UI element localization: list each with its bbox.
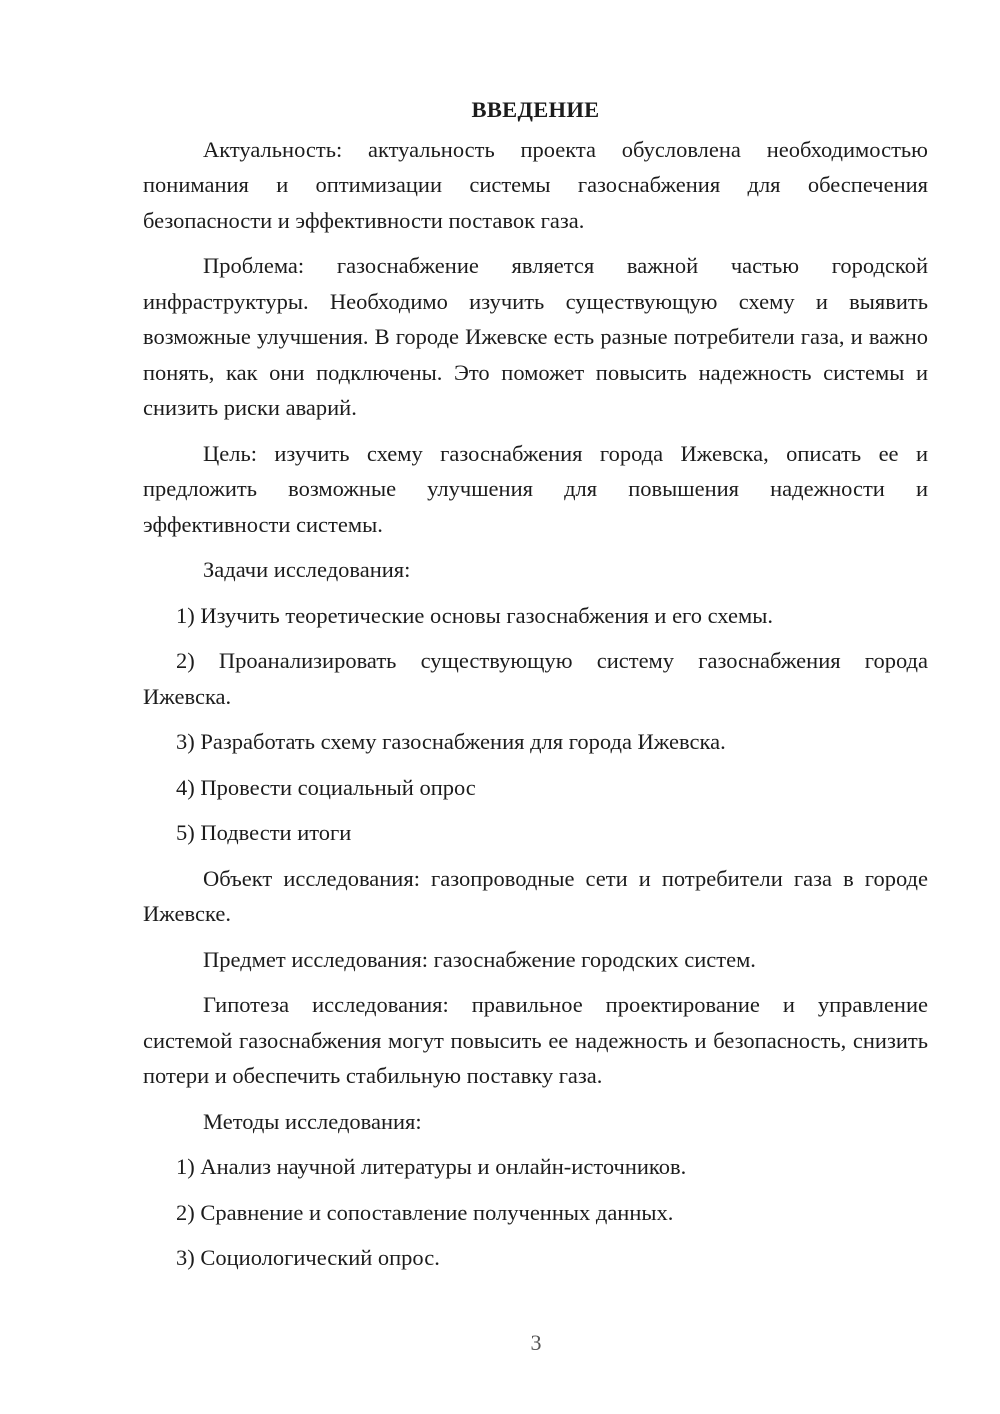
paragraph-methods-heading: Методы исследования: <box>203 1108 422 1134</box>
page-number: 3 <box>530 1330 542 1355</box>
paragraph-problem: Проблема: газоснабжение является важной частью городской инфраструктуры. Необходимо изучить существующую схему и выявить возможные улучшения. В городе Ижевске есть разные потребители газа, и важно понять, как они подключены. Это поможет повысить надежность системы и снизить риски аварий. <box>143 253 928 420</box>
paragraph-hypothesis: Гипотеза исследования: правильное проектирование и управление системой газоснабжения могут повысить ее надежность и безопасность, снизить потери и обеспечить стабильную поставку газа. <box>143 992 928 1088</box>
method-item: 3) Социологический опрос. <box>176 1245 440 1270</box>
paragraph-goal: Цель: изучить схему газоснабжения города Ижевска, описать ее и предложить возможные улучшения для повышения надежности и эффективности системы. <box>143 440 928 537</box>
paragraph-tasks-heading: Задачи исследования: <box>203 557 411 582</box>
method-item: 2) Сравнение и сопоставление полученных данных. <box>176 1199 674 1225</box>
paragraph-subject: Предмет исследования: газоснабжение городских систем. <box>203 946 756 972</box>
task-item: 4) Провести социальный опрос <box>176 774 476 800</box>
paragraph-relevance: Актуальность: актуальность проекта обусловлена необходимостью понимания и оптимизации системы газоснабжения для обеспечения безопасности и эффективности поставок газа. <box>143 136 928 233</box>
section-title: ВВЕДЕНИЕ <box>471 97 600 122</box>
task-item: 2) Проанализировать существующую систему газоснабжения города Ижевска. <box>143 648 928 709</box>
task-item: 3) Разработать схему газоснабжения для города Ижевска. <box>176 729 726 754</box>
paragraph-object: Объект исследования: газопроводные сети и потребители газа в городе Ижевске. <box>143 865 928 926</box>
method-item: 1) Анализ научной литературы и онлайн-источников. <box>176 1154 687 1179</box>
task-item: 1) Изучить теоретические основы газоснабжения и его схемы. <box>176 602 773 628</box>
task-item: 5) Подвести итоги <box>176 820 352 845</box>
page-content <box>143 92 928 1286</box>
